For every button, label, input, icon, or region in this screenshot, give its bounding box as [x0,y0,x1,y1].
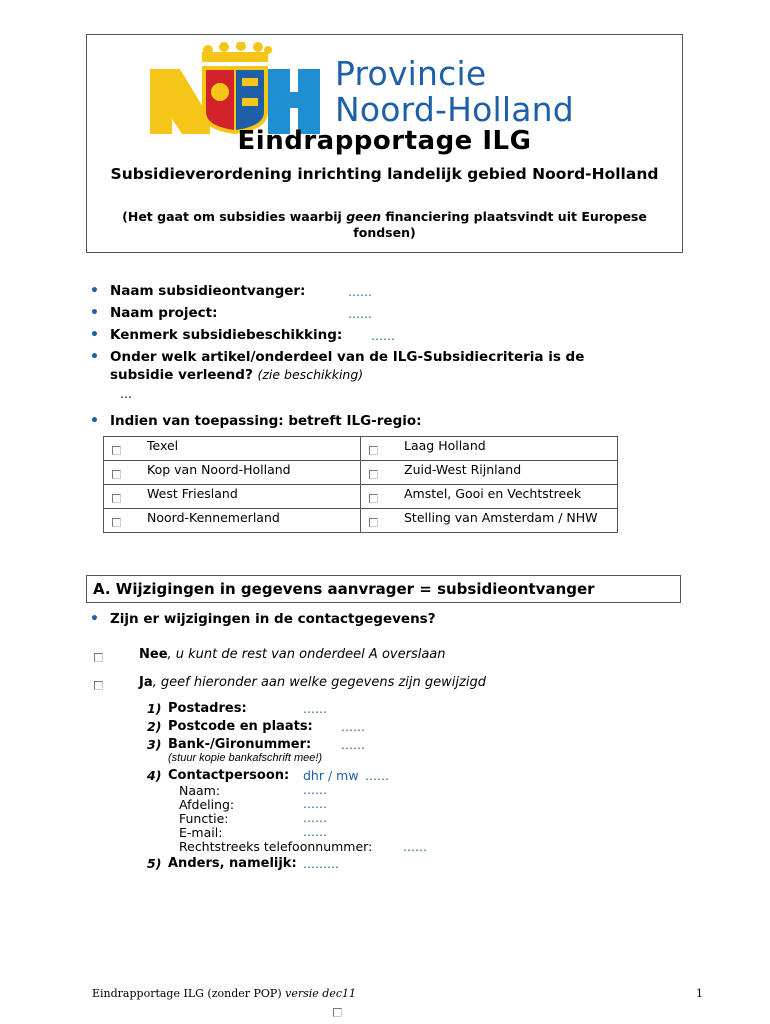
option-ja-bold: Ja [139,675,153,690]
checkbox[interactable] [112,470,121,479]
page-number: 1 [696,987,703,1000]
table-row [104,461,618,485]
sub-value[interactable]: …… [303,783,327,797]
contact-email [179,825,327,840]
note-emphasis: geen [346,209,382,224]
regio-cell [361,485,618,509]
sub-label: Functie: [179,811,229,826]
regio-label: West Friesland [147,486,238,501]
footer-text: Eindrapportage ILG (zonder POP) [92,987,286,1000]
regio-table [103,436,618,533]
bullet-icon: • [90,349,99,365]
document-note [100,209,669,241]
checkbox[interactable] [333,1008,342,1017]
regio-cell [104,461,361,485]
regio-label: Amstel, Gooi en Vechtstreek [404,486,582,501]
item-number: 4) [147,768,162,783]
item-number: 1) [147,701,162,716]
item-label: Anders, namelijk: [168,856,297,871]
table-row [104,509,618,533]
contact-functie [179,811,327,826]
field-regio [90,413,422,429]
regio-label: Stelling van Amsterdam / NHW [404,510,598,525]
item-value[interactable]: …… [341,738,365,752]
regio-cell [104,437,361,461]
checkbox[interactable] [369,518,378,527]
field-value[interactable]: …… [348,307,372,321]
question-label: Zijn er wijzigingen in de contactgegevens? [110,611,436,627]
sub-label: E-mail: [179,825,223,840]
field-naam-project [90,305,372,321]
field-value[interactable]: …… [371,329,395,343]
field-value[interactable]: …… [348,285,372,299]
note-part1: (Het gaat om subsidies waarbij [122,209,347,224]
sub-label: Naam: [179,783,221,798]
regio-cell [361,461,618,485]
field-label: Kenmerk subsidiebeschikking: [110,327,343,343]
sub-value[interactable]: …… [303,797,327,811]
checkbox[interactable] [369,494,378,503]
field-naam-subsidieontvanger [90,283,372,299]
checkbox[interactable] [112,518,121,527]
regio-label: Texel [147,438,179,453]
item-postcode [147,719,547,735]
document-subtitle: Subsidieverordening inrichting landelijk gebied Noord-Holland [110,165,659,183]
item-anders [147,856,547,872]
field-label: Indien van toepassing: betreft ILG-regio: [110,413,422,429]
article-hint: (zie beschikking) [257,367,364,382]
regio-label: Laag Holland [404,438,486,453]
option-nee-bold: Nee [139,647,168,662]
item-value[interactable]: dhr / mw [303,768,359,783]
field-value[interactable]: … [120,387,132,401]
bullet-icon: • [90,327,99,343]
regio-label: Noord-Kennemerland [147,510,280,525]
field-label [110,349,630,384]
checkbox[interactable] [369,470,378,479]
item-postadres [147,701,547,717]
option-label [139,647,446,662]
item-label: Postadres: [168,701,247,716]
note-part2: financiering plaatsvindt uit Europese fondsen) [353,209,647,240]
field-label: Naam subsidieontvanger: [110,283,306,299]
sub-value[interactable]: …… [303,811,327,825]
checkbox[interactable] [94,681,103,690]
item-value-dots[interactable]: …… [365,769,389,783]
sub-label: Rechtstreeks telefoonnummer: [179,839,373,854]
checkbox[interactable] [112,446,121,455]
logo-text-line2: Noord-Holland [335,90,574,129]
regio-cell [361,437,618,461]
option-label [139,675,486,690]
article-label: Onder welk artikel/onderdeel van de ILG-Subsidiecriteria is de subsidie verleend? [110,349,585,383]
field-kenmerk [90,327,395,343]
regio-cell [361,509,618,533]
logo-text-line1: Provincie [335,54,487,93]
bullet-icon: • [90,611,99,627]
province-logo [150,42,620,134]
regio-label: Zuid-West Rijnland [404,462,522,477]
item-value[interactable]: …… [303,702,327,716]
regio-cell [104,485,361,509]
regio-label: Kop van Noord-Holland [147,462,291,477]
field-label: Naam project: [110,305,218,321]
item-label: Postcode en plaats: [168,719,313,734]
section-a-title: A. Wijzigingen in gegevens aanvrager = subsidieontvanger [86,575,681,603]
item-label: Bank-/Gironummer: [168,737,312,752]
item-hint: (stuur kopie bankafschrift mee!) [168,752,323,764]
item-number: 2) [147,719,162,734]
question-contact [90,611,436,627]
item-label: Contactpersoon: [168,768,290,783]
contact-afdeling [179,797,327,812]
regio-cell [104,509,361,533]
checkbox[interactable] [112,494,121,503]
sub-value[interactable]: …… [303,825,327,839]
bullet-icon: • [90,283,99,299]
checkbox[interactable] [94,653,103,662]
bullet-icon: • [90,413,99,429]
table-row [104,485,618,509]
contact-telefoon [179,839,427,854]
item-value[interactable]: …… [341,720,365,734]
sub-value[interactable]: …… [403,840,427,854]
contact-naam [179,783,327,798]
item-bank [147,737,547,764]
bullet-icon: • [90,305,99,321]
document-title: Eindrapportage ILG [237,126,532,156]
field-artikel [90,349,630,401]
item-contactpersoon [147,768,547,784]
option-ja-rest: , geef hieronder aan welke gegevens zijn gewijzigd [152,675,486,690]
logo-text [335,56,574,128]
item-value[interactable]: ……… [303,857,339,871]
item-number: 5) [147,856,162,871]
page-footer [92,987,356,1000]
sub-label: Afdeling: [179,797,235,812]
item-number: 3) [147,737,162,752]
footer-version: versie dec11 [285,987,356,1000]
checkbox[interactable] [369,446,378,455]
table-row [104,437,618,461]
option-nee-rest: , u kunt de rest van onderdeel A overslaan [167,647,446,662]
